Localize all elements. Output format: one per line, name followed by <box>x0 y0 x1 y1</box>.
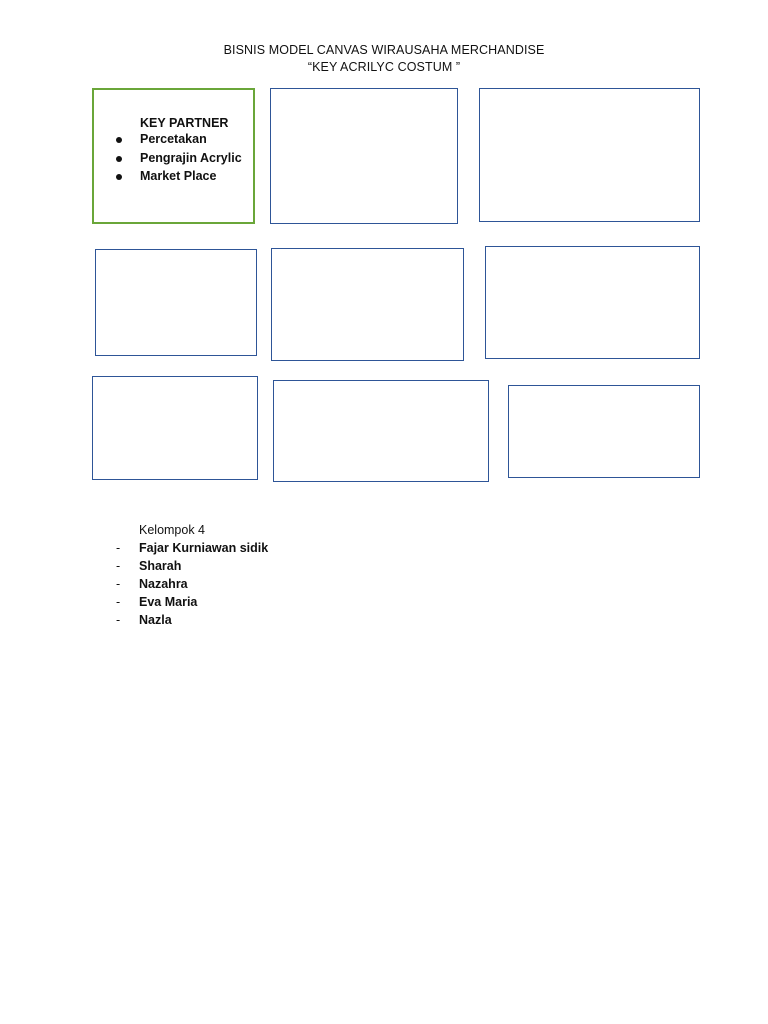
member-name: Fajar Kurniawan sidik <box>139 541 269 555</box>
canvas-box-empty <box>485 246 700 359</box>
canvas-box-empty <box>270 88 458 224</box>
dash-bullet: - <box>116 559 121 573</box>
bullet-icon <box>116 137 122 143</box>
dash-bullet: - <box>116 595 121 609</box>
key-partner-heading: KEY PARTNER <box>140 116 229 130</box>
dash-bullet: - <box>116 577 121 591</box>
key-partner-item: Pengrajin Acrylic <box>140 150 242 165</box>
key-partner-item: Percetakan <box>140 132 207 146</box>
canvas-box-empty <box>271 248 464 361</box>
member-name: Nazahra <box>139 577 188 591</box>
canvas-box-empty <box>92 376 258 480</box>
member-name: Nazla <box>139 613 172 627</box>
dash-bullet: - <box>116 541 121 555</box>
member-name: Eva Maria <box>139 595 198 609</box>
document-title: BISNIS MODEL CANVAS WIRAUSAHA MERCHANDISE <box>223 43 545 57</box>
canvas-box-empty <box>273 380 489 482</box>
member-name: Sharah <box>139 559 182 573</box>
key-partner-box <box>92 88 255 224</box>
document-subtitle: “KEY ACRILYC COSTUM ” <box>307 60 461 74</box>
canvas-box-empty <box>479 88 700 222</box>
bullet-icon <box>116 174 122 180</box>
key-partner-item: Market Place <box>140 169 217 183</box>
canvas-box-empty <box>95 249 257 356</box>
bullet-icon <box>116 156 122 162</box>
canvas-box-empty <box>508 385 700 478</box>
group-title: Kelompok 4 <box>139 523 206 537</box>
dash-bullet: - <box>116 613 121 627</box>
